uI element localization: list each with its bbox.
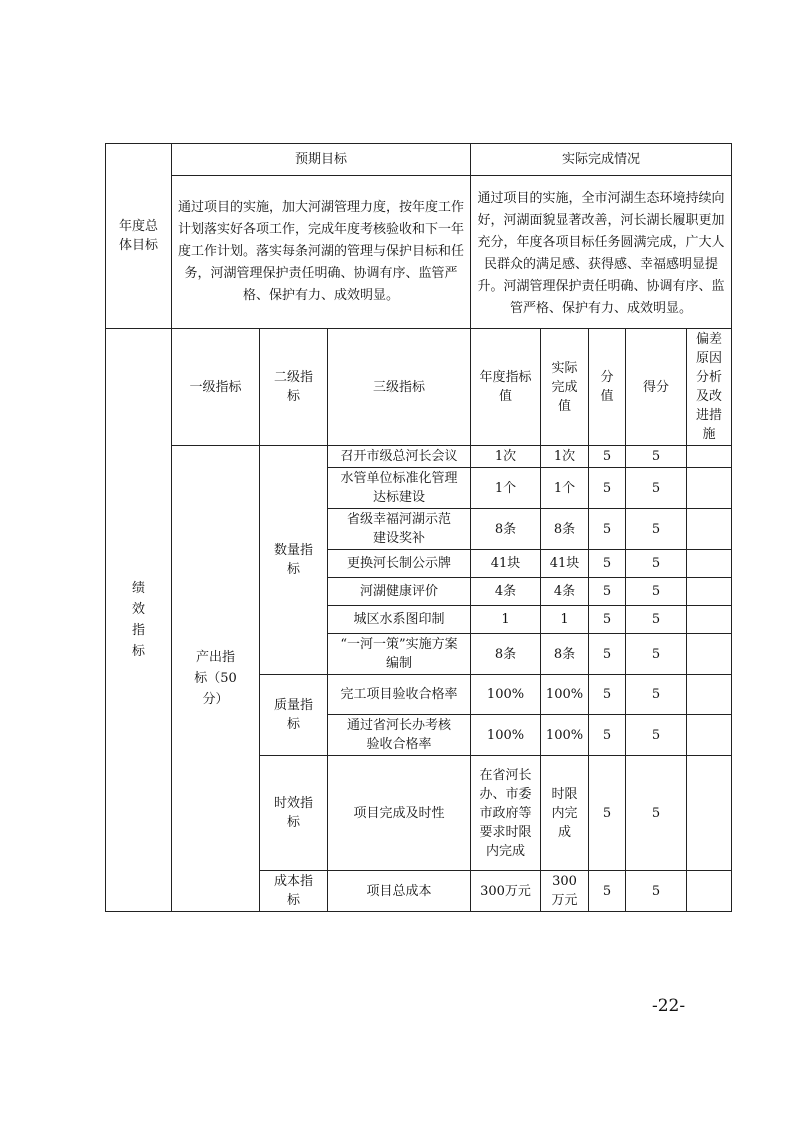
row-points: 5: [589, 756, 626, 871]
goal-header-row: [106, 144, 732, 176]
performance-label: 绩效指标: [131, 581, 145, 659]
row-name: 项目完成及时性: [328, 756, 471, 871]
row-actual: 4条: [541, 578, 589, 606]
indicator-header-row: [106, 329, 732, 446]
row-annual: 100%: [471, 675, 541, 715]
header-deviation-cell: [687, 329, 732, 446]
header-score: 得分: [626, 329, 687, 446]
row-name: 召开市级总河长会议: [328, 446, 471, 468]
row-points: 5: [589, 468, 626, 509]
performance-label-cell: [106, 329, 172, 912]
row-deviation: [687, 446, 732, 468]
row-actual: [541, 756, 589, 871]
expected-goal-text: 通过项目的实施，加大河湖管理力度，按年度工作计划落实好各项工作，完成年度考核验收和下一年度工作计划。落实每条河湖的管理与保护目标和任务，河湖管理保护责任明确、协调有序、监管严格、保护有力、成效明显。: [172, 176, 471, 329]
row-actual: 1: [541, 606, 589, 634]
row-score: 5: [626, 550, 687, 578]
row-score: 5: [626, 675, 687, 715]
row-name-text: 通过省河长办考核验收合格率: [347, 718, 452, 752]
category-quantity-cell: [260, 446, 328, 675]
row-name-text: 省级幸福河湖示范建设奖补: [347, 512, 452, 546]
row-deviation: [687, 509, 732, 550]
row-deviation: [687, 468, 732, 509]
row-name-text: “一河一策”实施方案编制: [340, 637, 458, 671]
output-label-cell: [172, 446, 260, 912]
actual-completion-header: 实际完成情况: [471, 144, 732, 176]
row-points: 5: [589, 578, 626, 606]
category-cost: 成本指标: [274, 874, 314, 908]
row-name: 完工项目验收合格率: [328, 675, 471, 715]
row-name: [328, 715, 471, 756]
row-actual: 100%: [541, 715, 589, 756]
row-actual-text: 时限内完成: [551, 786, 578, 840]
row-actual-text: 300万元: [551, 874, 578, 908]
row-name: 河湖健康评价: [328, 578, 471, 606]
header-deviation: 偏差原因分析及改进措施: [696, 332, 723, 442]
row-actual: 8条: [541, 509, 589, 550]
row-points: 5: [589, 606, 626, 634]
row-name: 项目总成本: [328, 871, 471, 912]
row-score: 5: [626, 634, 687, 675]
category-timeliness-cell: [260, 756, 328, 871]
category-quality-cell: [260, 675, 328, 756]
row-points: 5: [589, 715, 626, 756]
row-points: 5: [589, 509, 626, 550]
row-deviation: [687, 715, 732, 756]
row-score: 5: [626, 446, 687, 468]
row-deviation: [687, 578, 732, 606]
category-cost-cell: [260, 871, 328, 912]
expected-goal-header: 预期目标: [172, 144, 471, 176]
row-actual: [541, 871, 589, 912]
output-label: 产出指标（50分）: [194, 650, 237, 707]
row-score: 5: [626, 578, 687, 606]
annual-target-label: 年度总体目标: [118, 219, 158, 253]
performance-table: [105, 143, 732, 912]
header-level2-cell: [260, 329, 328, 446]
row-points: 5: [589, 634, 626, 675]
row-actual: 1个: [541, 468, 589, 509]
row-annual: 1: [471, 606, 541, 634]
row-actual: 8条: [541, 634, 589, 675]
row-deviation: [687, 550, 732, 578]
row-deviation: [687, 634, 732, 675]
header-level2: 二级指标: [274, 370, 314, 404]
row-deviation: [687, 675, 732, 715]
row-deviation: [687, 756, 732, 871]
row-deviation: [687, 871, 732, 912]
row-score: 5: [626, 509, 687, 550]
row-name: 城区水系图印制: [328, 606, 471, 634]
row-deviation: [687, 606, 732, 634]
row-actual: 100%: [541, 675, 589, 715]
table-row: [106, 446, 732, 468]
row-score: 5: [626, 606, 687, 634]
row-actual: 1次: [541, 446, 589, 468]
row-name: 更换河长制公示牌: [328, 550, 471, 578]
header-actual-cell: [541, 329, 589, 446]
row-score: 5: [626, 468, 687, 509]
category-quality: 质量指标: [274, 698, 314, 732]
category-quantity: 数量指标: [274, 543, 314, 577]
row-score: 5: [626, 871, 687, 912]
row-annual: 8条: [471, 509, 541, 550]
header-points-cell: [589, 329, 626, 446]
category-timeliness: 时效指标: [274, 796, 314, 830]
row-points: 5: [589, 675, 626, 715]
page-number: -22-: [652, 996, 686, 1016]
row-annual: 1次: [471, 446, 541, 468]
row-annual: [471, 756, 541, 871]
header-level3: 三级指标: [328, 329, 471, 446]
row-score: 5: [626, 715, 687, 756]
annual-target-label-cell: [106, 144, 172, 329]
actual-completion-text: 通过项目的实施，全市河湖生态环境持续向好，河湖面貌显著改善，河长湖长履职更加充分，年度各项目标任务圆满完成，广大人民群众的满足感、获得感、幸福感明显提升。河湖管理保护责任明确、协调有序、监管严格、保护有力、成效明显。: [471, 176, 732, 329]
row-name-text: 水管单位标准化管理达标建设: [340, 471, 458, 505]
row-annual: 4条: [471, 578, 541, 606]
header-annual-cell: [471, 329, 541, 446]
row-score: 5: [626, 756, 687, 871]
header-level1: 一级指标: [172, 329, 260, 446]
row-name: [328, 509, 471, 550]
goal-text-row: [106, 176, 732, 329]
row-annual: 8条: [471, 634, 541, 675]
row-name: [328, 468, 471, 509]
row-annual: 41块: [471, 550, 541, 578]
row-annual-text: 在省河长办、市委市政府等要求时限内完成: [479, 767, 532, 859]
row-annual: 300万元: [471, 871, 541, 912]
row-actual: 41块: [541, 550, 589, 578]
row-annual: 100%: [471, 715, 541, 756]
header-annual-value: 年度指标值: [479, 370, 532, 404]
row-name: [328, 634, 471, 675]
row-points: 5: [589, 550, 626, 578]
row-points: 5: [589, 446, 626, 468]
header-actual-value: 实际完成值: [551, 360, 578, 414]
row-annual: 1个: [471, 468, 541, 509]
header-points: 分值: [600, 370, 614, 404]
row-points: 5: [589, 871, 626, 912]
